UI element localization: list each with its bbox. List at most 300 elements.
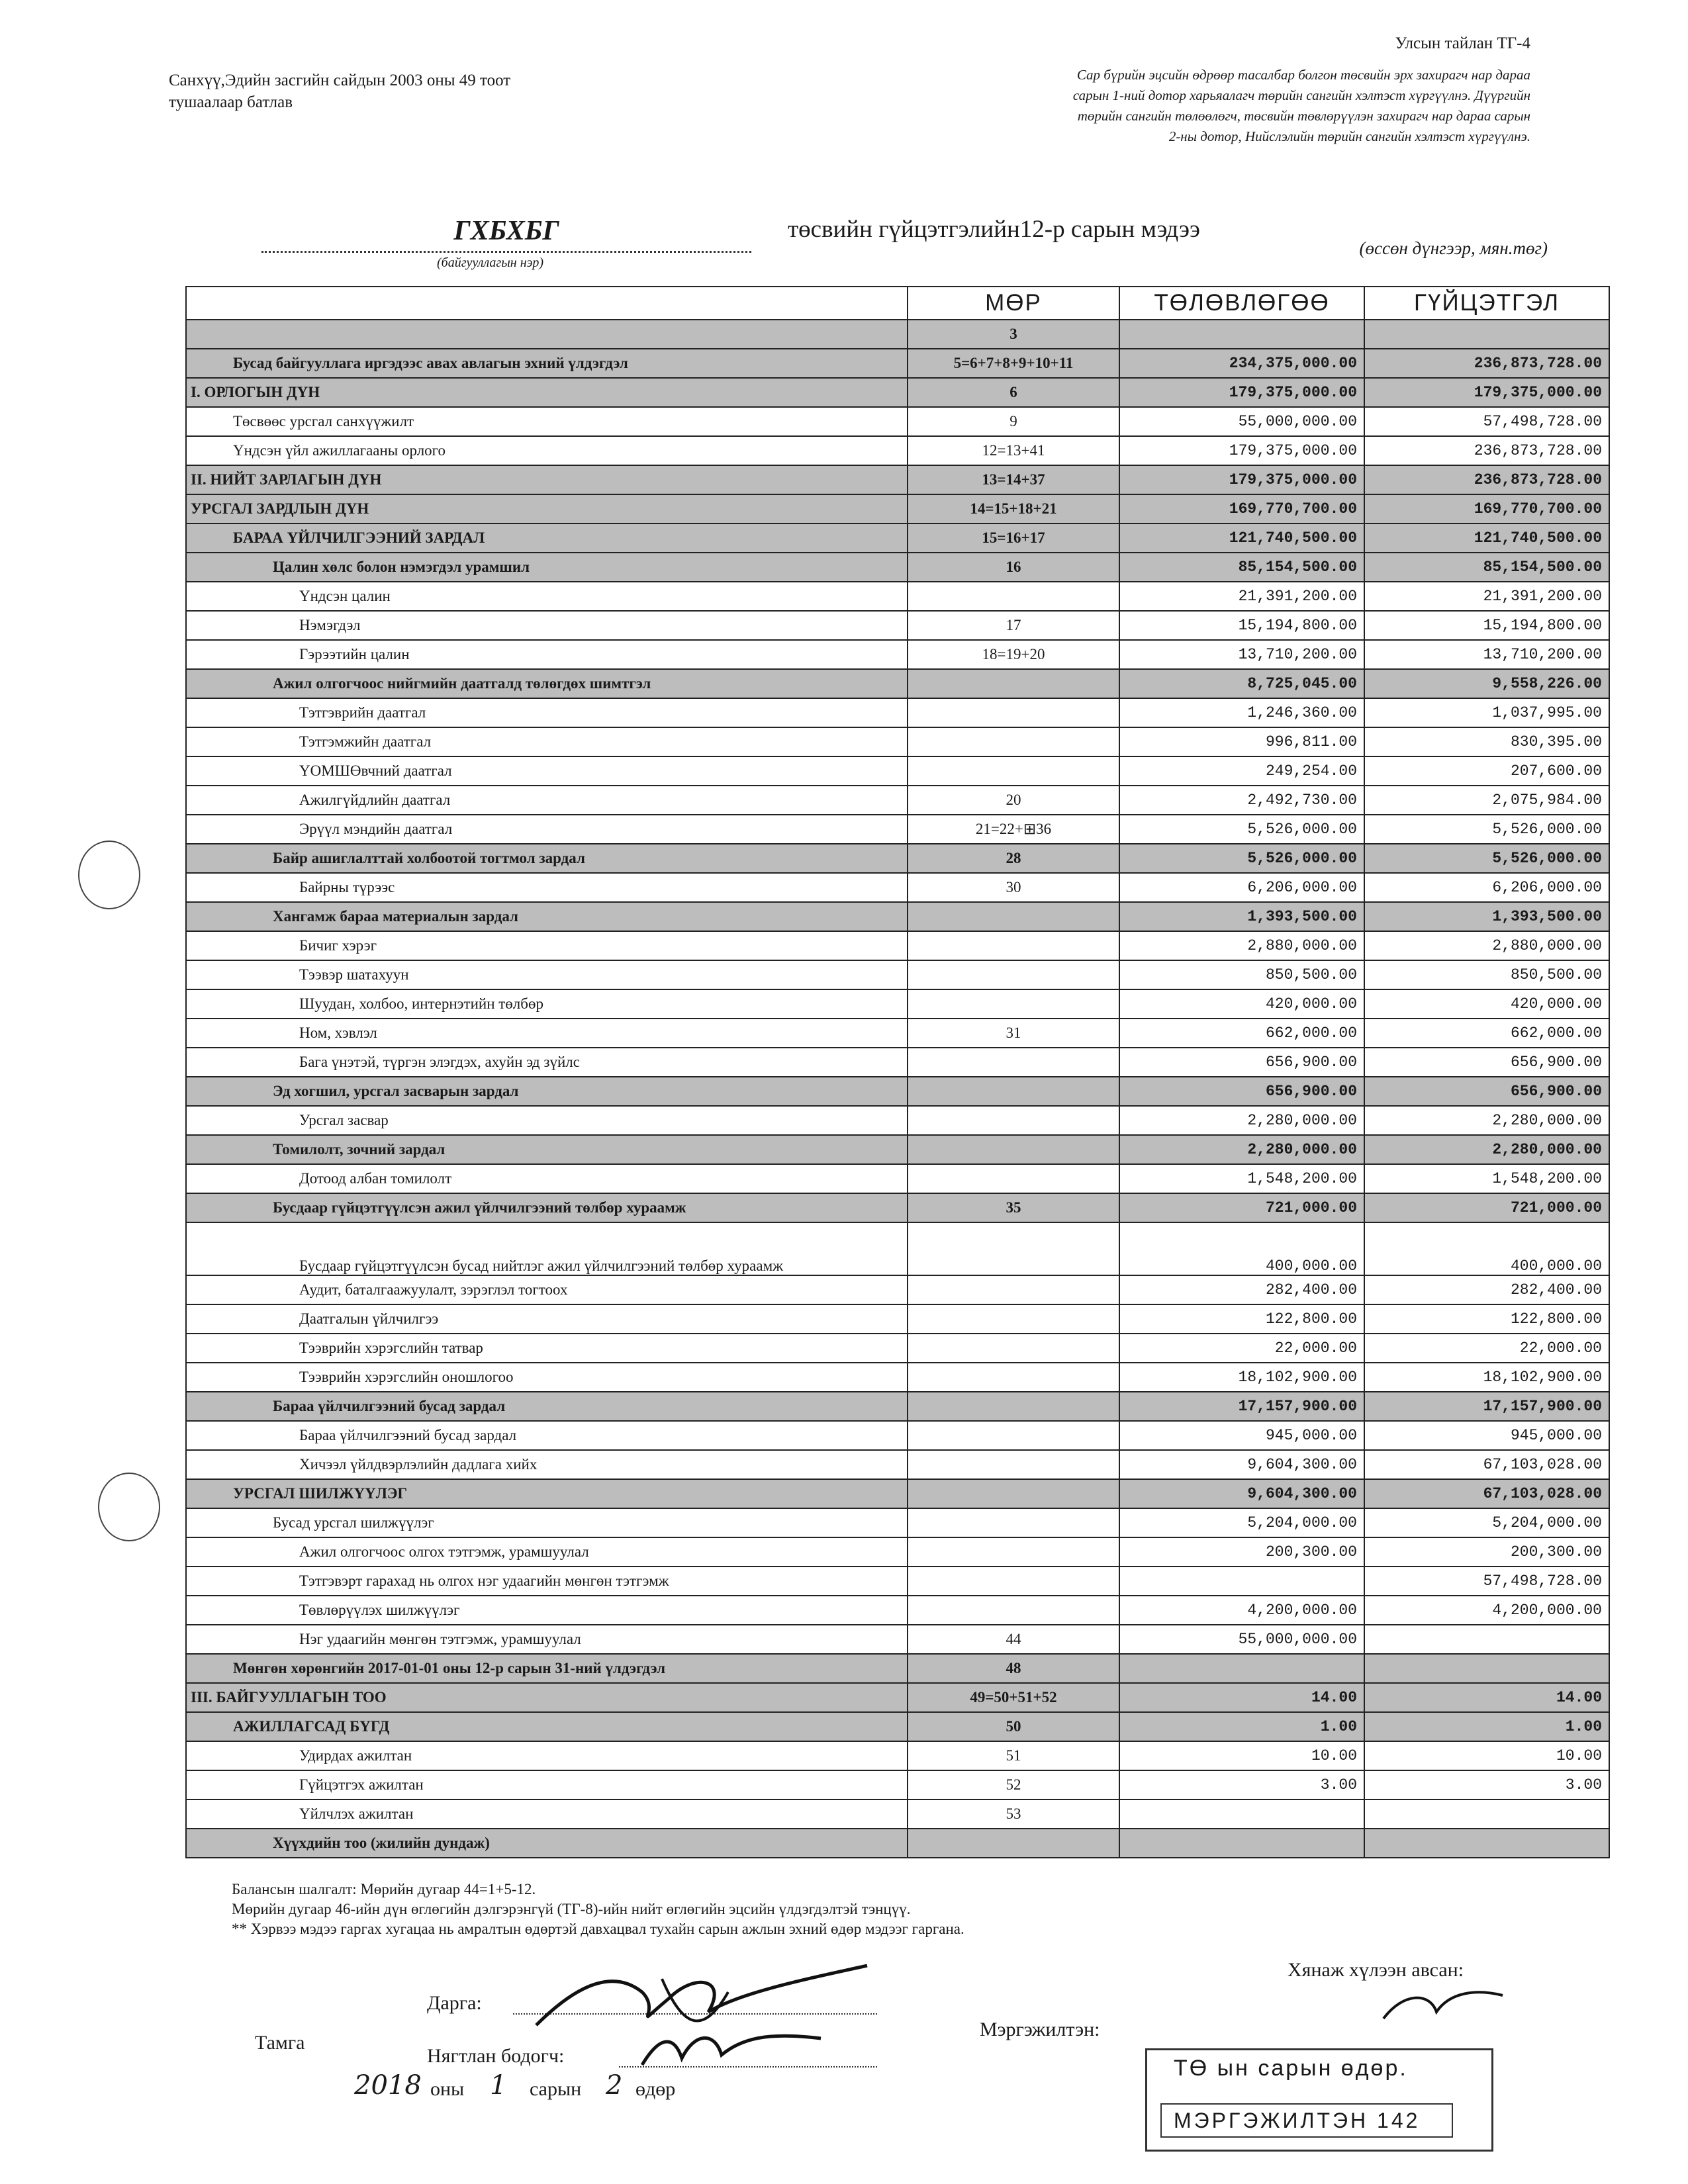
- row-label: Бусдаар гүйцэтгүүлсэн бусад нийтлэг ажил үйлчилгээний төлбөр хураамж: [186, 1222, 908, 1275]
- table-row: [186, 553, 1609, 582]
- unit-note: (өссөн дүнгээр, мян.төг): [1359, 238, 1548, 258]
- actual-value: 5,526,000.00: [1364, 815, 1609, 844]
- footnote-balance-check: Балансын шалгалт: Мөрийн дугаар 44=1+5-12.: [232, 1881, 536, 1897]
- row-label: АЖИЛЛАГСАД БҮГД: [186, 1712, 908, 1741]
- row-label: Төсвөөс урсгал санхүүжилт: [186, 407, 908, 436]
- table-row: [186, 1048, 1609, 1077]
- row-label: Цалин хөлс болон нэмэгдэл урамшил: [186, 553, 908, 582]
- plan-value: [1119, 1829, 1364, 1858]
- plan-value: 2,880,000.00: [1119, 931, 1364, 960]
- plan-value: 179,375,000.00: [1119, 378, 1364, 407]
- row-number: [908, 1392, 1119, 1421]
- plan-value: [1119, 320, 1364, 349]
- actual-value: 67,103,028.00: [1364, 1479, 1609, 1508]
- row-number: [908, 1106, 1119, 1135]
- row-number: 35: [908, 1193, 1119, 1222]
- seal-label: Тамга: [255, 2032, 305, 2054]
- row-label: Ажил олгогчоос олгох тэтгэмж, урамшуулал: [186, 1537, 908, 1567]
- date-year-label: оны: [430, 2078, 465, 2100]
- table-row: [186, 931, 1609, 960]
- actual-value: 4,200,000.00: [1364, 1596, 1609, 1625]
- row-label: Мөнгөн хөрөнгийн 2017-01-01 оны 12-р сарын 31-ний үлдэгдэл: [186, 1654, 908, 1683]
- table-row: [186, 1135, 1609, 1164]
- plan-value: [1119, 1654, 1364, 1683]
- actual-value: 17,157,900.00: [1364, 1392, 1609, 1421]
- plan-value: 2,280,000.00: [1119, 1135, 1364, 1164]
- plan-value: 55,000,000.00: [1119, 1625, 1364, 1654]
- row-label: Байрны түрээс: [186, 873, 908, 902]
- accountant-signature: [635, 2019, 834, 2085]
- actual-value: 656,900.00: [1364, 1077, 1609, 1106]
- actual-value: 5,526,000.00: [1364, 844, 1609, 873]
- row-number: [908, 1537, 1119, 1567]
- table-row: [186, 1019, 1609, 1048]
- plan-value: 249,254.00: [1119, 756, 1364, 786]
- row-number: 52: [908, 1770, 1119, 1799]
- plan-value: 5,204,000.00: [1119, 1508, 1364, 1537]
- plan-value: 4,200,000.00: [1119, 1596, 1364, 1625]
- row-label: Байр ашиглалттай холбоотой тогтмол зардал: [186, 844, 908, 873]
- table-row: [186, 1363, 1609, 1392]
- instruction-line-3: төрийн сангийн төлөөлөгч, төсвийн төвлөрүүлэн захирагч нар дараа сарын: [1077, 108, 1530, 124]
- table-row: [186, 611, 1609, 640]
- row-label: Тээврийн хэрэгслийн оношлогоо: [186, 1363, 908, 1392]
- row-number: [908, 989, 1119, 1019]
- row-number: 15=16+17: [908, 523, 1119, 553]
- plan-value: 1,246,360.00: [1119, 698, 1364, 727]
- plan-value: 85,154,500.00: [1119, 553, 1364, 582]
- table-body: [186, 320, 1609, 1858]
- table-row: [186, 1712, 1609, 1741]
- actual-value: 2,280,000.00: [1364, 1106, 1609, 1135]
- row-label: Ажилгүйдлийн даатгал: [186, 786, 908, 815]
- plan-value: 9,604,300.00: [1119, 1450, 1364, 1479]
- row-number: [908, 1135, 1119, 1164]
- actual-value: 2,075,984.00: [1364, 786, 1609, 815]
- row-label: III. БАЙГУУЛЛАГЫН ТОО: [186, 1683, 908, 1712]
- plan-value: 15,194,800.00: [1119, 611, 1364, 640]
- organization-name-caption: (байгууллагын нэр): [437, 255, 544, 270]
- plan-value: 17,157,900.00: [1119, 1392, 1364, 1421]
- actual-value: [1364, 1654, 1609, 1683]
- table-row: [186, 698, 1609, 727]
- table-row: [186, 1799, 1609, 1829]
- plan-value: 2,492,730.00: [1119, 786, 1364, 815]
- table-row: [186, 1654, 1609, 1683]
- row-number: [908, 1304, 1119, 1334]
- actual-value: 169,770,700.00: [1364, 494, 1609, 523]
- row-number: 28: [908, 844, 1119, 873]
- row-number: [908, 698, 1119, 727]
- table-row: [186, 1625, 1609, 1654]
- row-number: [908, 1077, 1119, 1106]
- plan-value: 2,280,000.00: [1119, 1106, 1364, 1135]
- actual-value: 420,000.00: [1364, 989, 1609, 1019]
- row-label: УРСГАЛ ШИЛЖҮҮЛЭГ: [186, 1479, 908, 1508]
- row-label: Аудит, баталгаажуулалт, зэрэглэл тогтоох: [186, 1275, 908, 1304]
- actual-value: 18,102,900.00: [1364, 1363, 1609, 1392]
- plan-value: 179,375,000.00: [1119, 465, 1364, 494]
- actual-value: 10.00: [1364, 1741, 1609, 1770]
- row-number: [908, 756, 1119, 786]
- row-label: Хангамж бараа материалын зардал: [186, 902, 908, 931]
- row-label: ҮОМШӨвчний даатгал: [186, 756, 908, 786]
- row-label: Бараа үйлчилгээний бусад зардал: [186, 1392, 908, 1421]
- row-label: Бусдаар гүйцэтгүүлсэн ажил үйлчилгээний төлбөр хураамж: [186, 1193, 908, 1222]
- plan-value: 22,000.00: [1119, 1334, 1364, 1363]
- plan-value: 420,000.00: [1119, 989, 1364, 1019]
- row-number: [908, 669, 1119, 698]
- header-plan: ТӨЛӨВЛӨГӨӨ: [1119, 287, 1364, 320]
- plan-value: 5,526,000.00: [1119, 844, 1364, 873]
- table-row: [186, 1304, 1609, 1334]
- row-label: Тэтгэвэрт гарахад нь олгох нэг удаагийн мөнгөн тэтгэмж: [186, 1567, 908, 1596]
- row-number: 53: [908, 1799, 1119, 1829]
- row-label: Шуудан, холбоо, интернэтийн төлбөр: [186, 989, 908, 1019]
- actual-value: 1,548,200.00: [1364, 1164, 1609, 1193]
- instruction-line-4: 2-ны дотор, Нийслэлийн төрийн сангийн хэлтэст хүргүүлнэ.: [1168, 128, 1530, 144]
- organization-name: ГХБХБГ: [261, 215, 751, 253]
- plan-value: 8,725,045.00: [1119, 669, 1364, 698]
- plan-value: 1,393,500.00: [1119, 902, 1364, 931]
- budget-report-table: [185, 286, 1610, 1858]
- table-row: [186, 436, 1609, 465]
- approval-line-1: Санхүү,Эдийн засгийн сайдын 2003 оны 49 тоот: [169, 71, 511, 89]
- actual-value: 13,710,200.00: [1364, 640, 1609, 669]
- plan-value: 10.00: [1119, 1741, 1364, 1770]
- actual-value: 3.00: [1364, 1770, 1609, 1799]
- plan-value: 14.00: [1119, 1683, 1364, 1712]
- table-row: [186, 349, 1609, 378]
- row-label: Ном, хэвлэл: [186, 1019, 908, 1048]
- table-row: [186, 1596, 1609, 1625]
- plan-value: [1119, 1567, 1364, 1596]
- table-row: [186, 844, 1609, 873]
- row-number: 3: [908, 320, 1119, 349]
- table-row: [186, 902, 1609, 931]
- approval-note: [169, 69, 510, 113]
- actual-value: 67,103,028.00: [1364, 1450, 1609, 1479]
- report-code: Улсын тайлан ТГ-4: [1395, 34, 1530, 52]
- table-row: [186, 378, 1609, 407]
- row-label: Үндсэн цалин: [186, 582, 908, 611]
- row-label: Нэг удаагийн мөнгөн тэтгэмж, урамшуулал: [186, 1625, 908, 1654]
- row-number: 48: [908, 1654, 1119, 1683]
- plan-value: 5,526,000.00: [1119, 815, 1364, 844]
- actual-value: 236,873,728.00: [1364, 436, 1609, 465]
- actual-value: 15,194,800.00: [1364, 611, 1609, 640]
- footnote-holiday: ** Хэрвээ мэдээ гаргах хугацаа нь амралтын өдөртэй давхацвал тухайн сарын ажлын эхний өдөр мэдээг гаргана.: [232, 1921, 964, 1937]
- table-row: [186, 1106, 1609, 1135]
- row-number: 49=50+51+52: [908, 1683, 1119, 1712]
- row-label: Тэтгэврийн даатгал: [186, 698, 908, 727]
- actual-value: 21,391,200.00: [1364, 582, 1609, 611]
- header-label: [186, 287, 908, 320]
- actual-value: [1364, 1829, 1609, 1858]
- row-label: Үйлчлэх ажилтан: [186, 1799, 908, 1829]
- plan-value: 179,375,000.00: [1119, 436, 1364, 465]
- row-label: Даатгалын үйлчилгээ: [186, 1304, 908, 1334]
- row-number: [908, 1222, 1119, 1275]
- footnotes: [232, 1880, 964, 1939]
- row-number: 21=22+⊞36: [908, 815, 1119, 844]
- plan-value: 18,102,900.00: [1119, 1363, 1364, 1392]
- submission-instructions: [882, 65, 1530, 147]
- plan-value: 282,400.00: [1119, 1275, 1364, 1304]
- table-row: [186, 1164, 1609, 1193]
- row-number: [908, 1450, 1119, 1479]
- stamp-date-line: ТӨ ын сарын өдөр.: [1174, 2056, 1408, 2081]
- actual-value: 656,900.00: [1364, 1048, 1609, 1077]
- plan-value: 400,000.00: [1119, 1222, 1364, 1275]
- row-number: 14=15+18+21: [908, 494, 1119, 523]
- actual-value: 2,880,000.00: [1364, 931, 1609, 960]
- row-label: I. ОРЛОГЫН ДҮН: [186, 378, 908, 407]
- row-label: Бараа үйлчилгээний бусад зардал: [186, 1421, 908, 1450]
- row-number: [908, 1567, 1119, 1596]
- plan-value: 200,300.00: [1119, 1537, 1364, 1567]
- table-row: [186, 523, 1609, 553]
- approval-line-2: тушаалаар батлав: [169, 93, 293, 111]
- actual-value: 662,000.00: [1364, 1019, 1609, 1048]
- checker-signature: [1377, 1979, 1509, 2038]
- table-row: [186, 1275, 1609, 1304]
- actual-value: 200,300.00: [1364, 1537, 1609, 1567]
- row-number: [908, 960, 1119, 989]
- actual-value: 207,600.00: [1364, 756, 1609, 786]
- row-number: [908, 1334, 1119, 1363]
- date-year-handwritten: 2018: [354, 2070, 422, 2101]
- row-number: [908, 1508, 1119, 1537]
- row-label: Төвлөрүүлэх шилжүүлэг: [186, 1596, 908, 1625]
- row-label: Ажил олгогчоос нийгмийн даатгалд төлөгдөх шимтгэл: [186, 669, 908, 698]
- row-label: БАРАА ҮЙЛЧИЛГЭЭНИЙ ЗАРДАЛ: [186, 523, 908, 553]
- row-label: УРСГАЛ ЗАРДЛЫН ДҮН: [186, 494, 908, 523]
- table-row: [186, 640, 1609, 669]
- instruction-line-1: Сар бүрийн эцсийн өдрөөр тасалбар болгон төсвийн эрх захирагч нар дараа: [1076, 67, 1530, 83]
- treasury-stamp: [1145, 2048, 1493, 2152]
- plan-value: 9,604,300.00: [1119, 1479, 1364, 1508]
- actual-value: 830,395.00: [1364, 727, 1609, 756]
- plan-value: 6,206,000.00: [1119, 873, 1364, 902]
- row-number: 30: [908, 873, 1119, 902]
- row-number: 13=14+37: [908, 465, 1119, 494]
- row-label: Хүүхдийн тоо (жилийн дундаж): [186, 1829, 908, 1858]
- table-header-row: [186, 287, 1609, 320]
- actual-value: 5,204,000.00: [1364, 1508, 1609, 1537]
- table-row: [186, 727, 1609, 756]
- table-row: [186, 1479, 1609, 1508]
- row-number: [908, 1596, 1119, 1625]
- actual-value: 236,873,728.00: [1364, 465, 1609, 494]
- actual-value: 282,400.00: [1364, 1275, 1609, 1304]
- table-row: [186, 1683, 1609, 1712]
- plan-value: 121,740,500.00: [1119, 523, 1364, 553]
- row-number: [908, 1479, 1119, 1508]
- row-number: 31: [908, 1019, 1119, 1048]
- actual-value: 14.00: [1364, 1683, 1609, 1712]
- plan-value: 1.00: [1119, 1712, 1364, 1741]
- row-number: [908, 1421, 1119, 1450]
- row-number: 50: [908, 1712, 1119, 1741]
- date-month-label: сарын: [530, 2078, 582, 2100]
- table-row: [186, 786, 1609, 815]
- table-row: [186, 1508, 1609, 1537]
- row-label: Үндсэн үйл ажиллагааны орлого: [186, 436, 908, 465]
- accountant-label: Нягтлан бодогч:: [427, 2045, 565, 2067]
- actual-value: 945,000.00: [1364, 1421, 1609, 1450]
- plan-value: 1,548,200.00: [1119, 1164, 1364, 1193]
- stamp-specialist-number: МЭРГЭЖИЛТЭН 142: [1160, 2103, 1453, 2138]
- plan-value: 996,811.00: [1119, 727, 1364, 756]
- row-label: Дотоод албан томилолт: [186, 1164, 908, 1193]
- actual-value: 122,800.00: [1364, 1304, 1609, 1334]
- plan-value: 721,000.00: [1119, 1193, 1364, 1222]
- punch-hole-bottom: [98, 1473, 160, 1541]
- actual-value: 236,873,728.00: [1364, 349, 1609, 378]
- row-label: Гүйцэтгэх ажилтан: [186, 1770, 908, 1799]
- row-label: [186, 320, 908, 349]
- actual-value: 721,000.00: [1364, 1193, 1609, 1222]
- table-row: [186, 407, 1609, 436]
- table-row: [186, 1193, 1609, 1222]
- actual-value: 1,393,500.00: [1364, 902, 1609, 931]
- row-label: Бага үнэтэй, түргэн элэгдэх, ахуйн эд зүйлс: [186, 1048, 908, 1077]
- footnote-row-46: Мөрийн дугаар 46-ийн дүн өглөгийн дэлгэрэнгүй (ТГ-8)-ийн нийт өглөгийн эцсийн үлдэгдэлтэй тэнцүү.: [232, 1901, 911, 1917]
- actual-value: 1.00: [1364, 1712, 1609, 1741]
- actual-value: 6,206,000.00: [1364, 873, 1609, 902]
- plan-value: 3.00: [1119, 1770, 1364, 1799]
- plan-value: 169,770,700.00: [1119, 494, 1364, 523]
- row-label: Бусад урсгал шилжүүлэг: [186, 1508, 908, 1537]
- checked-received-label: Хянаж хүлээн авсан:: [1288, 1959, 1464, 1981]
- document-title: төсвийн гүйцэтгэлийн12-р сарын мэдээ: [788, 216, 1200, 243]
- row-number: 51: [908, 1741, 1119, 1770]
- plan-value: 234,375,000.00: [1119, 349, 1364, 378]
- actual-value: 1,037,995.00: [1364, 698, 1609, 727]
- actual-value: [1364, 1625, 1609, 1654]
- row-label: II. НИЙТ ЗАРЛАГЫН ДҮН: [186, 465, 908, 494]
- table-row: [186, 756, 1609, 786]
- actual-value: 57,498,728.00: [1364, 407, 1609, 436]
- header-row-number: МӨР: [908, 287, 1119, 320]
- table-row: [186, 873, 1609, 902]
- actual-value: 2,280,000.00: [1364, 1135, 1609, 1164]
- table-row: [186, 1222, 1609, 1275]
- table-row: [186, 1770, 1609, 1799]
- row-number: 9: [908, 407, 1119, 436]
- actual-value: 850,500.00: [1364, 960, 1609, 989]
- table-row: [186, 465, 1609, 494]
- plan-value: 21,391,200.00: [1119, 582, 1364, 611]
- row-label: Тээвэр шатахуун: [186, 960, 908, 989]
- actual-value: [1364, 320, 1609, 349]
- table-row: [186, 582, 1609, 611]
- row-label: Эрүүл мэндийн даатгал: [186, 815, 908, 844]
- table-row: [186, 494, 1609, 523]
- specialist-label: Мэргэжилтэн:: [980, 2019, 1100, 2040]
- plan-value: 13,710,200.00: [1119, 640, 1364, 669]
- table-row: [186, 1741, 1609, 1770]
- actual-value: 179,375,000.00: [1364, 378, 1609, 407]
- punch-hole-top: [78, 841, 140, 909]
- row-label: Удирдах ажилтан: [186, 1741, 908, 1770]
- table-row: [186, 989, 1609, 1019]
- date-day-handwritten: 2: [606, 2070, 623, 2101]
- row-number: [908, 1048, 1119, 1077]
- row-number: 6: [908, 378, 1119, 407]
- plan-value: 122,800.00: [1119, 1304, 1364, 1334]
- row-number: [908, 727, 1119, 756]
- row-number: 44: [908, 1625, 1119, 1654]
- row-label: Бусад байгууллага иргэдээс авах авлагын эхний үлдэгдэл: [186, 349, 908, 378]
- row-number: [908, 1363, 1119, 1392]
- row-number: [908, 582, 1119, 611]
- table-row: [186, 815, 1609, 844]
- row-number: 18=19+20: [908, 640, 1119, 669]
- actual-value: 22,000.00: [1364, 1334, 1609, 1363]
- table-row: [186, 1392, 1609, 1421]
- date-month-handwritten: 1: [490, 2070, 507, 2101]
- table-row: [186, 669, 1609, 698]
- actual-value: 85,154,500.00: [1364, 553, 1609, 582]
- actual-value: 400,000.00: [1364, 1222, 1609, 1275]
- table-row: [186, 1421, 1609, 1450]
- table-row: [186, 1567, 1609, 1596]
- plan-value: 656,900.00: [1119, 1048, 1364, 1077]
- table-row: [186, 1334, 1609, 1363]
- instruction-line-2: сарын 1-ний дотор харьяалагч төрийн сангийн хэлтэст хүргүүлнэ. Дүүргийн: [1072, 87, 1530, 103]
- row-number: 17: [908, 611, 1119, 640]
- row-label: Гэрээтийн цалин: [186, 640, 908, 669]
- row-label: Урсгал засвар: [186, 1106, 908, 1135]
- row-label: Нэмэгдэл: [186, 611, 908, 640]
- date-day-label: өдөр: [635, 2078, 676, 2100]
- table-row: [186, 320, 1609, 349]
- actual-value: [1364, 1799, 1609, 1829]
- row-label: Томилолт, зочний зардал: [186, 1135, 908, 1164]
- row-label: Бичиг хэрэг: [186, 931, 908, 960]
- header-actual: ГҮЙЦЭТГЭЛ: [1364, 287, 1609, 320]
- row-label: Эд хогшил, урсгал засварын зардал: [186, 1077, 908, 1106]
- row-number: [908, 1164, 1119, 1193]
- director-label: Дарга:: [427, 1992, 482, 2014]
- row-label: Тээврийн хэрэгслийн татвар: [186, 1334, 908, 1363]
- table-row: [186, 1450, 1609, 1479]
- table-row: [186, 960, 1609, 989]
- plan-value: 662,000.00: [1119, 1019, 1364, 1048]
- actual-value: 57,498,728.00: [1364, 1567, 1609, 1596]
- row-number: [908, 1275, 1119, 1304]
- row-number: [908, 931, 1119, 960]
- actual-value: 121,740,500.00: [1364, 523, 1609, 553]
- row-label: Тэтгэмжийн даатгал: [186, 727, 908, 756]
- plan-value: 656,900.00: [1119, 1077, 1364, 1106]
- table-row: [186, 1537, 1609, 1567]
- row-number: 20: [908, 786, 1119, 815]
- plan-value: 55,000,000.00: [1119, 407, 1364, 436]
- row-number: 12=13+41: [908, 436, 1119, 465]
- row-label: Хичээл үйлдвэрлэлийн дадлага хийх: [186, 1450, 908, 1479]
- plan-value: [1119, 1799, 1364, 1829]
- plan-value: 945,000.00: [1119, 1421, 1364, 1450]
- row-number: 16: [908, 553, 1119, 582]
- actual-value: 9,558,226.00: [1364, 669, 1609, 698]
- table-row: [186, 1829, 1609, 1858]
- plan-value: 850,500.00: [1119, 960, 1364, 989]
- row-number: 5=6+7+8+9+10+11: [908, 349, 1119, 378]
- table-row: [186, 1077, 1609, 1106]
